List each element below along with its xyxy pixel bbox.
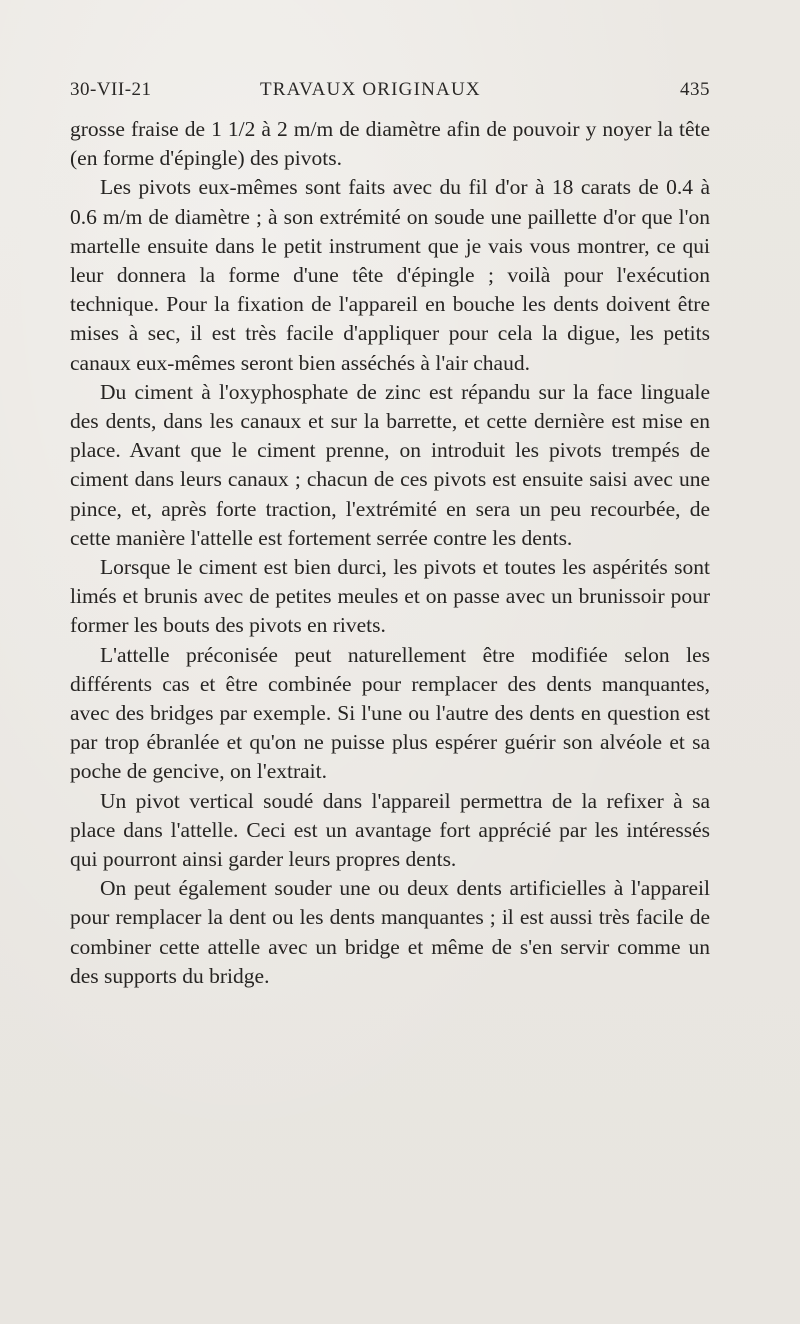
paragraph-continuation: grosse fraise de 1 1/2 à 2 m/m de diamètre afin de pouvoir y noyer la tête (en forme d'épingle) des pivots. — [70, 117, 710, 171]
paragraph-ciment: Du ciment à l'oxyphosphate de zinc est répandu sur la face linguale des dents, dans les canaux et sur la barrette, et cette dernière est mise en place. Avant que le ciment prenne, on introduit les pivots trempés de ciment dans leurs canaux ; chacun de ces pivots est ensuite saisi avec une pince, et, après forte traction, l'extrémité en sera un peu recourbée, de cette manière l'attelle est fortement serrée contre les dents. — [70, 379, 710, 550]
header-section-title: TRAVAUX ORIGINAUX — [260, 79, 481, 100]
paragraph-dents-artificielles: On peut également souder une ou deux dents artificielles à l'appareil pour remplacer la dent ou les dents manquantes ; il est aussi très facile de combiner cette attelle avec un bridge et même de s'en servir comme un des supports du bridge. — [70, 876, 710, 988]
header-date: 30-VII-21 — [70, 79, 152, 100]
paragraph-pivots: Les pivots eux-mêmes sont faits avec du fil d'or à 18 carats de 0.4 à 0.6 m/m de diamètre ; à son extrémité on soude une paillette d'or que l'on martelle ensuite dans le petit instrument que je vais vous montrer, ce qui leur donnera la forme d'une tête d'épingle ; voilà pour l'exécution technique. Pour la fixation de l'appareil en bouche les dents doivent être mises à sec, il est très facile d'appliquer pour cela la digue, les petits canaux eux-mêmes seront bien asséchés à l'air chaud. — [70, 175, 710, 375]
paragraph-attelle: L'attelle préconisée peut naturellement être modifiée selon les différents cas et être combinée pour remplacer des dents manquantes, avec des bridges par exemple. Si l'une ou l'autre des dents en question est par trop ébranlée et qu'on ne puisse plus espérer guérir son alvéole et sa poche de gencive, on l'extrait. — [70, 642, 710, 784]
page-number: 435 — [680, 79, 710, 100]
body-text — [70, 115, 710, 991]
paragraph-durci: Lorsque le ciment est bien durci, les pivots et toutes les aspérités sont limés et brunis avec de petites meules et on passe avec un brunissoir pour former les bouts des pivots en rivets. — [70, 555, 710, 638]
paragraph-pivot-vertical: Un pivot vertical soudé dans l'appareil permettra de la refixer à sa place dans l'attelle. Ceci est un avantage fort apprécié par les intéressés qui pourront ainsi garder leurs propres dents. — [70, 788, 710, 872]
running-head — [70, 79, 710, 105]
